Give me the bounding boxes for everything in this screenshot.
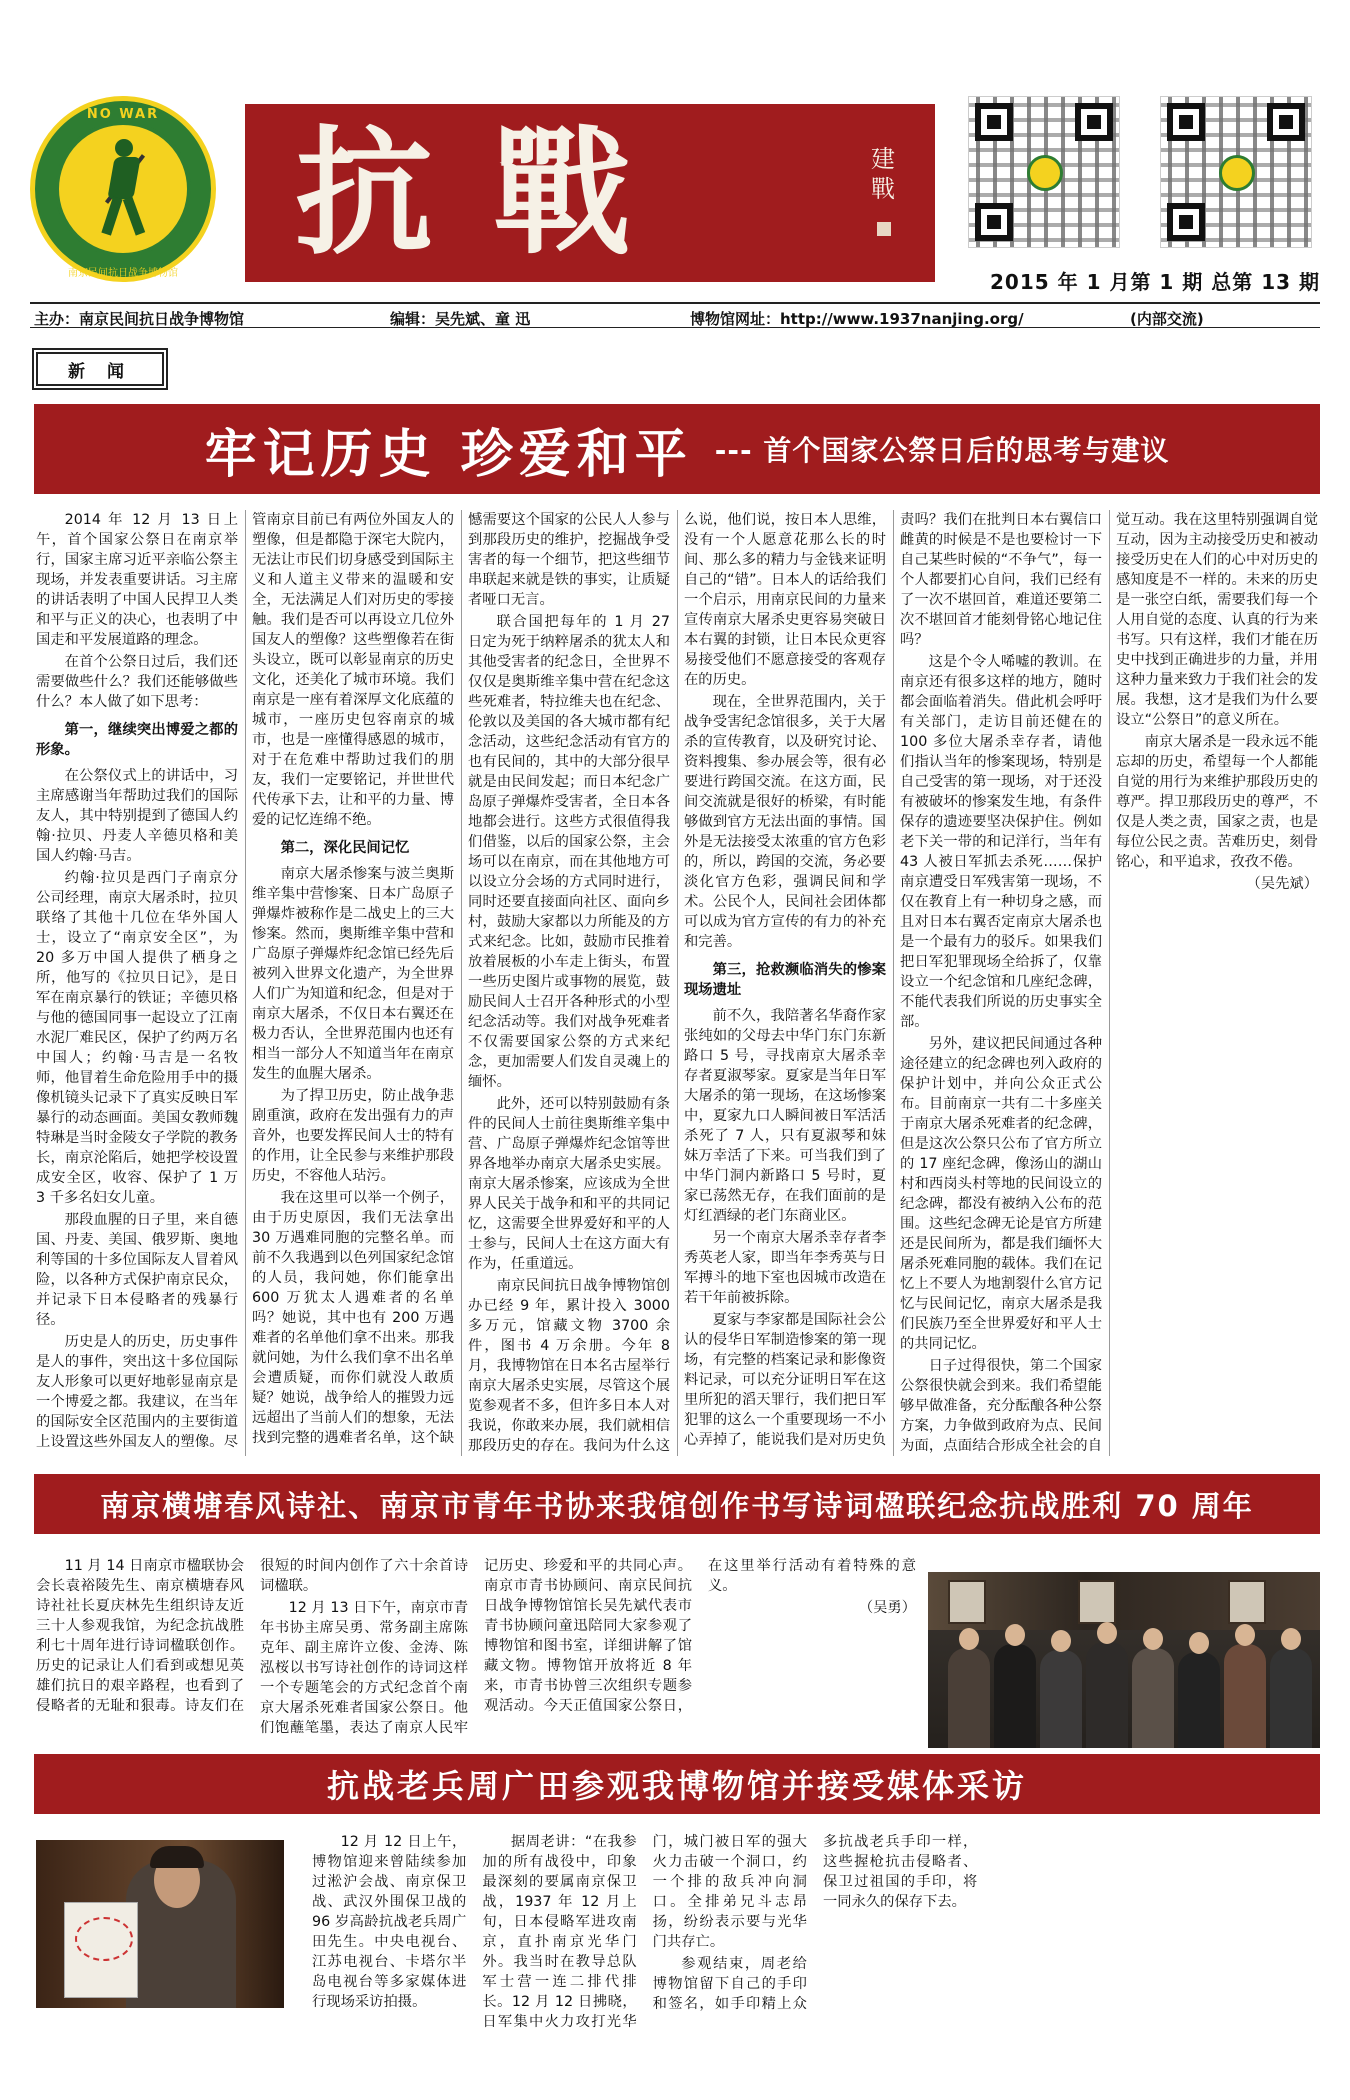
paragraph: 参观结束，周老给博物馆留下自己的手印和签名，如手印精上众多抗战老兵手印一样，这些握枪抗击侵略者、保卫过祖国的手印，将一同永久的保存下去。 bbox=[652, 1834, 978, 2012]
paragraph: 另外，建议把民间通过各种途径建立的纪念碑也列入政府的保护计划中，并向公众正式公布。目前南京一共有二十多座关于南京大屠杀死难者的纪念碑，但是这次公祭只公布了官方所立的 17 座纪念碑，像汤山的湖山村和西岗头村等地的民间设立的纪念碑，都没有被纳入公布的范围。这些纪念碑无论是官方所建还是民间所为，都是我们缅怀大屠杀死难同胞的载体。我们在记忆上不要人为地割裂什么官方记忆与民间记忆，南京大屠杀是我们民族乃至全世界爱好和平人士的共同记忆。 bbox=[900, 1036, 1102, 1352]
paragraph: 前不久，我陪著名华裔作家张纯如的父母去中华门东门东新路口 5 号，寻找南京大屠杀幸存者夏淑琴家。夏家是当年日军大屠杀的第一现场，在这场惨案中，夏家九口人瞬间被日军活活杀死了 7 人，只有夏淑琴和妹妹万幸活了下来。可当我们到了中华门洞内新路口 5 号时，夏家已荡然无存，在我们面前的是灯红酒绿的老门东商业区。 bbox=[684, 1008, 886, 1224]
handprint-paper bbox=[64, 1902, 138, 1998]
article1-subtitle: --- 首个国家公祭日后的思考与建议 bbox=[714, 434, 1170, 467]
paragraph: 现在，全世界范围内，关于战争受害纪念馆很多，关于大屠杀的宣传教育，以及研究讨论、资料搜集、参办展会等，很有必要进行跨国交流。在这方面，民间交流就是很好的桥梁，有时能够做到官方无法出面的事情。国外是无法接受太浓重的官方色彩的，所以，跨国的交流，务必要淡化官方色彩，强调民间和学术。公民个人，民间社会团体都可以成为官方宣传的有力的补充和完善。 bbox=[684, 694, 886, 950]
article3-body bbox=[312, 1832, 1318, 2032]
paragraph: 12 月 13 日下午，南京市青年书协主席吴勇、常务副主席陈克年、副主席许立俊、金涛、陈泓桜以书写诗社创作的诗词这样一个专题笔会的方式纪念首个南京大屠杀死难者国家公祭日。他们饱蘸笔墨，表达了南京人民牢记历史、珍爱和平的共同心声。南京市青书协顾问、南京民间抗日战争博物馆馆长吴先斌代表市青书协顾问童迅陪同大家参观了博物馆和图书室，详细讲解了馆藏文物。博物馆开放将近 8 年来，市青书协曾三次组织专题参观活动。今天正值国家公祭日，在这里举行活动有着特殊的意义。 bbox=[260, 1558, 916, 1736]
soldier-icon bbox=[93, 139, 153, 239]
info-bar bbox=[30, 302, 1320, 328]
paragraph: 南京民间抗日战争博物馆创办已经 9 年，累计投入 3000 多万元，馆藏文物 3700 余件，图书 4 万余册。今年 8 月，我博物馆在日本名古屋举行南京大屠杀史实展，尽管这个展览参观者不多，但许多日本人对我说，你敢来办展，我们就相信那段历史的存在。我问为什么这么说，他们说，按日本人思维，没有一个人愿意花那么长的时间、那么多的精力与金钱来证明自己的“错”。日本人的话给我们一个启示，用南京民间的力量来宣传南京大屠杀史更容易突破日本右翼的封锁，让日本民众更容易接受他们不愿意接受的客观存在的历史。 bbox=[468, 512, 886, 1454]
website-link[interactable]: 博物馆网址：http://www.1937nanjing.org/ bbox=[690, 310, 1024, 328]
paragraph: 约翰·拉贝是西门子南京分公司经理，南京大屠杀时，拉贝联络了其他十几位在华外国人士，设立了“南京安全区”，为 20 多万中国人提供了栖身之所，他写的《拉贝日记》，是日军在南京暴行的铁证；辛德贝格与他的德国同事一起设立了江南水泥厂难民区，保护了约两万名中国人；约翰·马吉是一名牧师，他冒着生命危险用手中的摄像机镜头记录下了真实反映日军暴行的动态画面。美国女教师魏特琳是当时金陵女子学院的教务长，南京沦陷后，她把学校设置成安全区，收容、保护了 1 万 3 千多名妇女儿童。 bbox=[36, 870, 238, 1206]
paragraph: 在首个公祭日过后，我们还需要做些什么？我们还能够做些什么？本人做了如下思考： bbox=[36, 654, 238, 710]
editor-text: 编辑：吴先斌、童 迅 bbox=[390, 310, 531, 328]
museum-logo bbox=[30, 96, 216, 282]
subheading: 第二，深化民间记忆 bbox=[280, 840, 410, 856]
paragraph: 这是个令人唏嘘的教训。在南京还有很多这样的地方，随时都会面临着消失。借此机会呼吁有关部门，走访目前还健在的 100 多位大屠杀幸存者，请他们指认当年的惨案现场，特别是自己受害的第一现场，对于还没有被破坏的惨案发生地，有条件保存的遗迹要坚决保护住。例如老下关一带的和记洋行，当年有 43 人被日军抓去杀死……保护南京遭受日军残害第一现场，不仅在教育上有一种切身之感，而且对日本右翼否定南京大屠杀也是一个最有力的驳斥。如果我们把日军犯罪现场全给拆了，仅靠设立一个纪念馆和几座纪念碑，不能代表我们所说的历史事实全部。 bbox=[900, 654, 1102, 1030]
author-signature: （吴勇） bbox=[858, 1600, 916, 1616]
article2-headline: 南京横塘春风诗社、南京市青年书协来我馆创作书写诗词楹联纪念抗战胜利 70 周年 bbox=[34, 1474, 1320, 1534]
paragraph: 我在这里可以举一个例子，由于历史原因，我们无法拿出 30 万遇难同胞的完整名单。而前不久我遇到以色列国家纪念馆的人员，我问她，你们能拿出 600 万犹太人遇难者的名单吗？她说，其中也有 200 万遇难者的名单他们拿不出来。那我就问她，为什么我们拿不出名单会遭质疑，而你们就没人敢质疑？她说，战争给人的摧毁力远远超出了当前人们的想象，无法找到完整的遇难者名单，这个缺憾需要这个国家的公民人人参与到那段历史的维护，挖掘战争受害者的每一个细节，把这些细节串联起来就是铁的事实，让质疑者哑口无言。 bbox=[252, 512, 670, 1446]
article1-body bbox=[36, 510, 1318, 1456]
paragraph: 日子过得很快，第二个国家公祭很快就会到来。我们希望能够早做准备，充分酝酿各种公祭方案，力争做到政府为点、民间为面，点面结合形成全社会的自觉互动。我在这里特别强调自觉互动，因为主动接受历史和被动接受历史在人们的心中对历史的感知度是不一样的。未来的历史是一张空白纸，需要我们每一个人用自觉的态度、认真的行为来书写。只有这样，我们才能在历史中找到正确进步的力量，并用这种力量来致力于我们社会的发展。我想，这才是我们为什么要设立“公祭日”的意义所在。 bbox=[900, 512, 1318, 1454]
veteran-photo bbox=[36, 1840, 284, 2008]
logo-inner-circle bbox=[55, 107, 191, 279]
paragraph: 联合国把每年的 1 月 27 日定为死于纳粹屠杀的犹太人和其他受害者的纪念日，全世界不仅仅是奥斯维辛集中营在纪念这些死难者，特拉维夫也在纪念、伦敦以及美国的各大城市都有纪念活动，这些纪念活动有官方的也有民间的，其中的大部分很早就是由民间发起；而日本纪念广岛原子弹爆炸受害者，全日本各地都会进行。这些方式很值得我们借鉴，以后的国家公祭，主会场可以在南京，而在其他地方可以设立分会场的方式同时进行，同时还要直接面向社区、面向乡村，鼓励大家都以力所能及的方式来纪念。比如，鼓励市民推着放着展板的小车走上街头，布置一些历史图片或事物的展览，鼓励民间人士召开各种形式的小型纪念活动等。我们对战争死难者不仅需要国家公祭的方式来纪念，更加需要人们发自灵魂上的缅怀。 bbox=[468, 614, 670, 1090]
qr-code-icon[interactable] bbox=[1160, 96, 1312, 248]
paragraph: 据周老讲：“在我参加的所有战役中，印象最深刻的要属南京保卫战，1937 年 12 月上旬，日本侵略军进攻南京，直扑南京光华门外。我当时在教导总队军士营一连二排代排长。12 月 12 日拂晓，日军集中火力攻打光华门，城门被日军的强大火力击破一个洞口，约一个排的敌兵冲向洞口。全排弟兄斗志昂扬，纷纷表示要与光华门共存亡。 bbox=[482, 1834, 807, 2030]
sponsor-text: 主办：南京民间抗日战争博物馆 bbox=[34, 310, 245, 328]
paragraph: 另一个南京大屠杀幸存者李秀英老人家，即当年李秀英与日军搏斗的地下室也因城市改造在若干年前被拆除。 bbox=[684, 1230, 886, 1306]
paragraph: 12 月 12 日上午，博物馆迎来曾陆续参加过淞沪会战、南京保卫战、武汉外围保卫战的 96 岁高龄抗战老兵周广田先生。中央电视台、江苏电视台、卡塔尔半岛电视台等多家媒体进行现场采访拍摄。 bbox=[312, 1834, 467, 2010]
paragraph: 11 月 14 日南京市楹联协会会长袁裕陵先生、南京横塘春风诗社社长夏庆林先生组织诗友近三十人参观我馆，为纪念抗战胜利七十周年进行诗词楹联创作。历史的记录让人们看到或想见英雄们抗日的艰辛路程，也看到了侵略者的无耻和狠毒。诗友们在很短的时间内创作了六十余首诗词楹联。 bbox=[36, 1558, 468, 1714]
group-photo bbox=[928, 1572, 1320, 1748]
paragraph: 历史是人的历史，历史事件是人的事件，突出这十多位国际友人形象可以更好地彰显南京是一个博爱之都。我建议，在当年的国际安全区范围内的主要街道上设置这些外国友人的塑像。尽管南京目前已有两位外国友人的塑像，但是都隐于深宅大院内，无法让市民们切身感受到国际主义和人道主义带来的温暖和安全，无法满足人们对历史的零接触。我们是否可以再设立几位外国友人的塑像？这些塑像若在街头设立，既可以彰显南京的历史文化，还美化了城市环境。我们南京是一座有着深厚文化底蕴的城市，一座历史包容南京的城市，也是一座懂得感恩的城市，对于在危难中帮助过我们的朋友，我们一定要铭记，并世世代代传承下去，让和平的力量、博爱的记忆连绵不绝。 bbox=[36, 512, 454, 1450]
logo-text-top: NO WAR bbox=[86, 107, 160, 122]
distribution-note: (内部交流) bbox=[1130, 310, 1204, 328]
qr-code-icon[interactable] bbox=[968, 96, 1120, 248]
paragraph: 在公祭仪式上的讲话中，习主席感谢当年帮助过我们的国际友人，其中特别提到了德国人约翰·拉贝、丹麦人辛德贝格和美国人约翰·马吉。 bbox=[36, 768, 238, 864]
article1-headline bbox=[34, 404, 1320, 494]
masthead-title-box bbox=[245, 104, 935, 282]
subheading: 第三，抢救濒临消失的惨案现场遗址 bbox=[684, 962, 886, 998]
section-tag-news: 新 闻 bbox=[36, 352, 164, 386]
paragraph: 那段血腥的日子里，来自德国、丹麦、美国、俄罗斯、奥地利等国的十多位国际友人冒着风险，以各种方式保护南京民众，并记录下日本侵略者的残暴行径。 bbox=[36, 1212, 238, 1328]
newspaper-title: 抗戰 bbox=[295, 111, 692, 274]
paragraph: 为了捍卫历史，防止战争悲剧重演，政府在发出强有力的声音外，也要发挥民间人士的特有的作用，让全民参与来维护那段历史，不容他人玷污。 bbox=[252, 1088, 454, 1184]
author-signature: （吴先斌） bbox=[1246, 876, 1318, 892]
paragraph: 2014 年 12 月 13 日上午，首个国家公祭日在南京举行，国家主席习近平亲临公祭主现场，并发表重要讲话。习主席的讲话表明了中国人民捍卫人类和平与正义的决心，也表明了中国走和平发展道路的理念。 bbox=[36, 512, 238, 648]
seal-icon bbox=[877, 222, 891, 236]
title-calligraphy-side: 建戰 bbox=[871, 145, 895, 203]
subheading: 第一，继续突出博爱之都的形象。 bbox=[36, 722, 238, 758]
paragraph: 南京大屠杀是一段永远不能忘却的历史，希望每一个人都能自觉的用行为来维护那段历史的尊严。捍卫那段历史的尊严，不仅是人类之责，国家之责，也是每位公民之责。苦难历史，刻骨铭心，和平追求，孜孜不倦。 bbox=[1116, 734, 1318, 870]
paragraph: 夏家与李家都是国际社会公认的侵华日军制造惨案的第一现场，有完整的档案记录和影像资料记录，可以充分证明日军在这里所犯的滔天罪行，我们把日军犯罪的这么一个重要现场一不小心弄掉了，能说我们是对历史负责吗？我们在批判日本右翼信口雌黄的时候是不是也要检讨一下自己某些时候的“不争气”，每一个人都要扪心自问，我们已经有了一次不堪回首，难道还要第二次不堪回首才能刻骨铭心地记住吗？ bbox=[684, 512, 1102, 1448]
article2-body bbox=[36, 1556, 916, 1744]
article1-title: 牢记历史 珍爱和平 bbox=[204, 424, 693, 485]
paragraph: 南京大屠杀惨案与波兰奥斯维辛集中营惨案、日本广岛原子弹爆炸被称作是二战史上的三大惨案。然而，奥斯维辛集中营和广岛原子弹爆炸纪念馆已经先后被列入世界文化遗产，为全世界人们广为知道和纪念，但是对于南京大屠杀，不仅日本右翼还在极力否认，全世界范围内也还有相当一部分人不知道当年在南京发生的血腥大屠杀。 bbox=[252, 866, 454, 1082]
article3-headline: 抗战老兵周广田参观我博物馆并接受媒体采访 bbox=[34, 1754, 1320, 1814]
issue-date: 2015 年 1 月第 1 期 总第 13 期 bbox=[990, 270, 1321, 294]
logo-text-bottom: 南京民间抗日战争博物馆 bbox=[68, 268, 178, 279]
paragraph: 此外，还可以特别鼓励有条件的民间人士前往奥斯维辛集中营、广岛原子弹爆炸纪念馆等世界各地举办南京大屠杀史实展。南京大屠杀惨案，应该成为全世界人民关于战争和和平的共同记忆，这需要全世界爱好和平的人士参与，民间人士在这方面大有作为，任重道远。 bbox=[468, 1096, 670, 1272]
